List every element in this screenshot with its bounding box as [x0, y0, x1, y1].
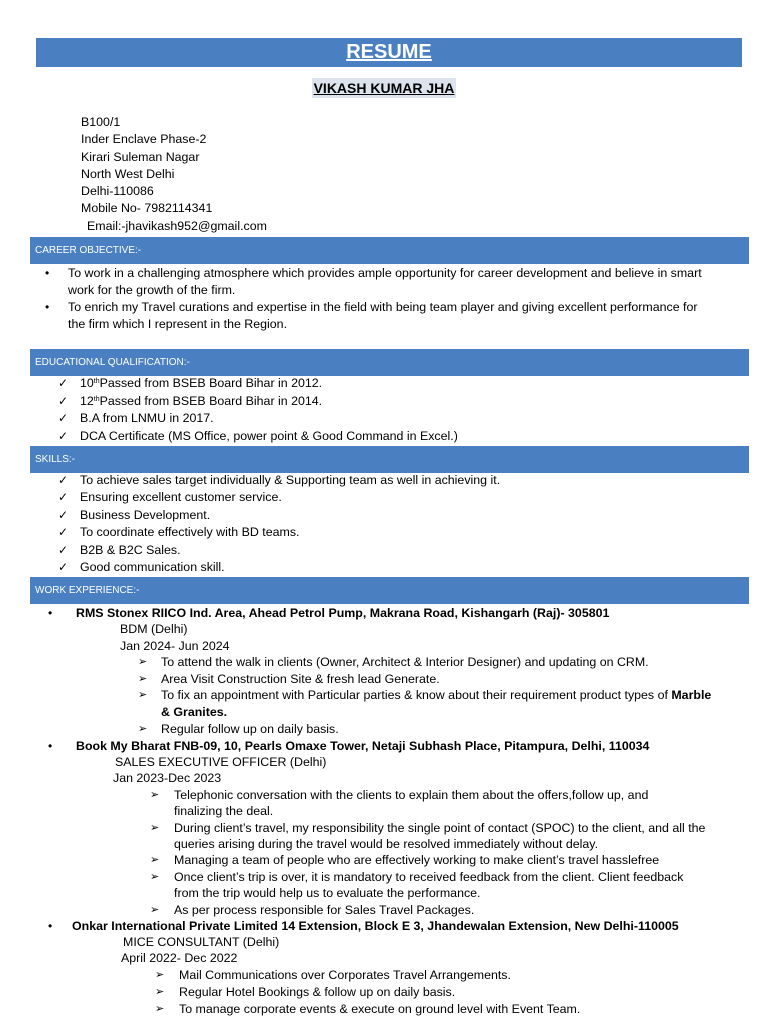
job-point: ➢ Regular follow up on daily basis.	[138, 722, 339, 737]
address-line: B100/1	[81, 115, 121, 129]
job-point: ➢ Area Visit Construction Site & fresh lead Generate.	[138, 671, 440, 686]
job-point: ➢ To manage corporate events & execute on ground level with Event Team.	[155, 1001, 581, 1016]
checkmark-icon: ✓	[58, 507, 69, 522]
job-point: ➢ Regular Hotel Bookings & follow up on daily basis.	[155, 984, 456, 999]
list-item: ✓ DCA Certificate (MS Office, power point & Good Command in Excel.)	[58, 428, 458, 443]
education-list	[0, 375, 768, 445]
checkmark-icon: ✓	[58, 376, 69, 390]
bullet-icon: •	[48, 738, 53, 753]
job-point: ➢ During client’s travel, my responsibility the single point of contact (SPOC) to the client, and all the	[150, 820, 706, 835]
bullet-icon: •	[45, 266, 50, 280]
checkmark-icon: ✓	[58, 411, 69, 425]
candidate-name: VIKASH KUMAR JHA	[313, 80, 455, 96]
arrow-bullet-icon: ➢	[138, 655, 148, 668]
job-point: ➢ Mail Communications over Corporates Travel Arrangements.	[155, 967, 511, 982]
list-item: ✓ To coordinate effectively with BD teams.	[58, 525, 300, 540]
job-dates: Jan 2023-Dec 2023	[113, 771, 222, 786]
job-point: ➢ To attend the walk in clients (Owner, Architect & Interior Designer) and updating on CRM.	[138, 654, 649, 669]
checkmark-icon: ✓	[58, 393, 69, 408]
job-company: • Onkar International Private Limited 14 Extension, Block E 3, Jhandewalan Extension, New Delhi-110005	[48, 918, 679, 933]
checkmark-icon: ✓	[58, 559, 69, 574]
checkmark-icon: ✓	[58, 490, 69, 505]
job-point: ➢ Managing a team of people who are effectively working to make client’s travel hasslefree	[150, 853, 660, 868]
work-experience-heading: WORK EXPERIENCE:-	[30, 577, 749, 604]
work-experience-list: • RMS Stonex RIICO Ind. Area, Ahead Petrol Pump, Makrana Road, Kishangarh (Raj)- 305801 BDM (Delhi) Jan 2024- Jun 2024 ➢ To attend the walk in clients (Owner, Architect & Interior Designer) and updating on CRM. ➢ Area Visit Construction Site & fresh lead Generate. ➢ To fix an appointment with Particular parties & know about their requirement product types of Marble & Granites. ➢ Regular follow up on daily basis. • Book My Bharat FNB-09, 10, Pearls Omaxe Tower, Netaji Subhash Place, Pitampura, Delhi, 110034 SALES EXECUTIVE OFFICER (Delhi) Jan 2023-Dec 2023 ➢ Telephonic conversation with the clients to explain them about the offers,follow up, and finalizing the deal. ➢ During client’s travel, my responsibility the single point of contact (SPOC) to the client, and all the queries arising during the travel would be resolved immediately without delay. ➢ Managing a team of people who are effectively working to make client’s travel hasslefree ➢ Once client’s trip is over, it is mandatory to received feedback from the client. Client feedback from the trip would help us to evaluate the performance. ➢ As per process responsible for Sales Travel Packages. • Onkar International Private Limited 14 Extension, Block E 3, Jhandewalan Extension, New Delhi-110005 MICE CONSULTANT (Delhi) April 2022- Dec 2022 ➢ Mail Communications over Corporates Travel Arrangements. ➢ Regular Hotel Bookings & follow up on daily basis. ➢ To manage corporate events & execute on ground level with Event Team.	[0, 605, 768, 1018]
arrow-bullet-icon: ➢	[150, 870, 160, 883]
arrow-bullet-icon: ➢	[138, 672, 148, 685]
education-heading: EDUCATIONAL QUALIFICATION:-	[30, 349, 749, 376]
arrow-bullet-icon: ➢	[150, 854, 160, 867]
bullet-icon: •	[48, 918, 53, 933]
checkmark-icon: ✓	[58, 473, 69, 487]
address-line: Delhi-110086	[81, 184, 154, 199]
arrow-bullet-icon: ➢	[150, 821, 160, 834]
bullet-icon: •	[48, 606, 53, 620]
job-company: • RMS Stonex RIICO Ind. Area, Ahead Petrol Pump, Makrana Road, Kishangarh (Raj)- 305801	[48, 606, 610, 620]
candidate-name-wrap	[0, 78, 768, 98]
career-objective-heading: CAREER OBJECTIVE:-	[30, 237, 749, 264]
job-point: ➢ As per process responsible for Sales Travel Packages.	[150, 902, 475, 917]
skills-heading: SKILLS:-	[30, 446, 749, 473]
checkmark-icon: ✓	[58, 542, 69, 557]
job-role: MICE CONSULTANT (Delhi)	[123, 935, 280, 950]
arrow-bullet-icon: ➢	[150, 788, 160, 801]
arrow-bullet-icon: ➢	[155, 985, 165, 998]
job-point: ➢ Telephonic conversation with the clients to explain them about the offers,follow up, and	[150, 787, 649, 802]
list-item: ✓ Good communication skill.	[58, 559, 225, 574]
list-item: • To work in a challenging atmosphere which provides ample opportunity for career development and believe in smart	[45, 266, 702, 280]
job-point: ➢ Once client’s trip is over, it is mandatory to received feedback from the client. Client feedback	[150, 869, 684, 884]
arrow-bullet-icon: ➢	[150, 903, 160, 916]
list-item: ✓ 10thPassed from BSEB Board Bihar in 2012.	[58, 376, 323, 390]
list-item: ✓ Ensuring excellent customer service.	[58, 490, 282, 505]
list-item: ✓ B2B & B2C Sales.	[58, 542, 181, 557]
address-line: Inder Enclave Phase-2	[81, 132, 207, 147]
address-line: Kirari Suleman Nagar	[81, 149, 200, 164]
job-role: SALES EXECUTIVE OFFICER (Delhi)	[115, 755, 327, 770]
list-item: ✓ Business Development.	[58, 507, 211, 522]
list-item: ✓ B.A from LNMU in 2017.	[58, 411, 214, 425]
job-dates: April 2022- Dec 2022	[121, 951, 238, 966]
arrow-bullet-icon: ➢	[138, 689, 148, 702]
arrow-bullet-icon: ➢	[138, 723, 148, 736]
list-item: • To enrich my Travel curations and expertise in the field with being team player and giving excellent performance for	[45, 300, 698, 314]
address-line: North West Delhi	[81, 166, 175, 181]
job-company: • Book My Bharat FNB-09, 10, Pearls Omaxe Tower, Netaji Subhash Place, Pitampura, Delhi, 110034	[48, 738, 650, 753]
job-point: ➢ To fix an appointment with Particular parties & know about their requirement product types of Marble	[138, 688, 712, 703]
list-item: ✓ 12thPassed from BSEB Board Bihar in 2014.	[58, 393, 323, 408]
address-block	[81, 114, 267, 235]
job-dates: Jan 2024- Jun 2024	[120, 638, 230, 653]
checkmark-icon: ✓	[58, 428, 69, 443]
arrow-bullet-icon: ➢	[155, 1002, 165, 1015]
job-role: BDM (Delhi)	[120, 622, 188, 637]
career-objective-list: • To work in a challenging atmosphere which provides ample opportunity for career development and believe in smart work for the growth of the firm. • To enrich my Travel curations and expertise in the field with being team player and giving excellent performance for the firm which I represent in the Region.	[0, 265, 768, 333]
checkmark-icon: ✓	[58, 525, 69, 540]
bullet-icon: •	[45, 300, 50, 314]
resume-title: RESUME	[36, 38, 742, 67]
arrow-bullet-icon: ➢	[155, 968, 165, 981]
skills-list	[0, 472, 768, 576]
email-address[interactable]: Email:-jhavikash952@gmail.com	[87, 218, 267, 233]
mobile-number: Mobile No- 7982114341	[81, 201, 213, 216]
list-item: ✓ To achieve sales target individually & Supporting team as well in achieving it.	[58, 473, 501, 487]
